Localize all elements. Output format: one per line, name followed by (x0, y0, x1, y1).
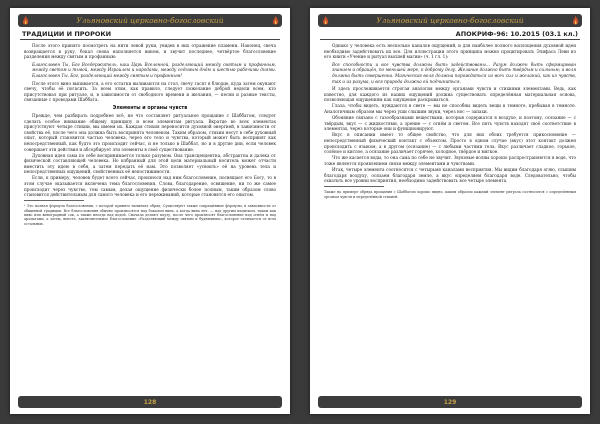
left-page-header (18, 14, 282, 27)
paragraph: Духовная идея сама по себе воспринимается только разумом. Она трансцендентна, абстрактна и далека от физической составляющей человека. Но избранный для этой цели материальный носитель может отчасти вместить эту идею в себя, а затем передать её нам. Это позволяет «усвоить» её на уровень тела и непосредственных ощущений, свойственных её непостижимости. (24, 152, 276, 175)
page-number: 128 (143, 398, 157, 406)
right-page-header (318, 14, 582, 27)
footnote-divider (24, 200, 84, 201)
flame-emblem-icon (268, 14, 282, 27)
paragraph: Если, к примеру, человек будет всего сейчас, произнося над ним благословение, посвящает его Богу, то в этом случае оказывается включена тема благословения. Слова, благодарение, освящение, ни то же самое происходит через чувство, тем самым, делая ощущение физически более полным, таким образом слово становится действительным для самого человека и его переживаний, которые становятся его опытом. (24, 175, 276, 198)
paragraph: Итак, четыре элемента соотносятся с четырьмя каналами восприятия. Мы видим благодаря огню, слышим благодаря воздуху, осязаем благодаря земле, а вкус определяем благодаря воде. Следовательно, чтобы охватить все уровни восприятия, необходимо задействовать все четыре элемента. (324, 166, 576, 184)
footnote: Также на примере обряда прощания с Шаббатом хорошо видно, каким образом каждый элемент ритуала соотносится с определённым органом чувств и определённой стихией. (324, 190, 576, 199)
right-page (310, 8, 590, 414)
left-page-section-title: ТРАДИЦИИ И ПРОРОКИ (22, 30, 112, 38)
right-page-section-title: АПОКРИФ-96: 10.2015 (03.1 кл.) (455, 30, 578, 38)
title-divider (20, 39, 280, 40)
paragraph: Вкус в описании имеет то общее свойство, что для них обоих требуется прикосновение — непосредственный физический контакт с объектом. Просто в одном случае (вкус) этот контакт должен происходить с языком, а в другом (осязание) — с любыми частями тела. Вкус различает сладкое, горькое, солёное и кислое, а осязание различает горячее, холодное, твёрдое и мягкое. (324, 132, 576, 155)
paragraph: Что же касается воды, то она сама по себе не звучит. Звуковые волны хорошо распространяются в воде, что тоже является проявлением связи между элементами и чувствами. (324, 155, 576, 166)
flame-emblem-icon (18, 14, 32, 27)
subheading: Элементы и органы чувств (112, 105, 188, 111)
paragraph: После этого принято посмотреть на нити левой руки, увидев в них отражение пламени. Наконец, свеча возвращается в руку, бокал снова наполняется вином, и звучит последнее, четвёртое благословение разделения между святым и профанным: (24, 43, 276, 60)
paragraph: Прежде, чем разбирать подробнее всё, не что составляет ритуальное прощание с Шаббатом, следует сделать особое внимание общему принципу и всем элементам ритуала. Вкратце во всех элементах присутствуют четыре стихии, мы имеем их. Каждая стихия переносится духовной энергией, в зависимости от свойства её, после чего она должна быть воспринята человеком. Таким образом, стихии несут в себе духовный опыт, который становится частью человека, через его тело и чувства, который может быть воспринят как непосредственный, как будто это происходит сейчас, и не только в Шаббат, но и в другие дни, если человек совершает эти действия и абсорбирует эти элементы в своё существование. (24, 112, 276, 152)
right-page-content (324, 43, 576, 390)
paragraph: Глаза, чтобы видеть, нуждаются в свете — мы не способны видеть вещи в темноте, пребывая в темноте. Аналогичным образом мы через уши слышим звуки, через нос — запахи. (324, 103, 576, 115)
paragraph: Обоняние связано с газообразными веществами, которые содержатся в воздухе, и поэтому, осязание — с твёрдым, вкус — с жидкостями, а зрение — с огнём и светом. Все пять чувств находят своё соответствие в элементах, через которые они и функционируют. (324, 115, 576, 132)
blockquote: Все способности и все чувства должны быть задействованы… Разум должен быть сформирован знанием и обращён, по меньшей мере, к доброму делу. Желание должно быть твёрдым и сильным; и воля должна быть совершенна. Магическая воля должна порождаться из всех сил и желаний, как из чувств, так и из разума, и вся природа должна ей подчиниться. (332, 61, 576, 84)
paragraph: Однако у человека есть несколько каналов ощущений, и для наиболее полного воплощения духовной идеи необходимо задействовать их все. Для иллюстрации этого принципа можно процитировать Элифаса Леви из его книги «Учение и ритуал высшей магии» (ч. 1 гл. 1): (324, 43, 576, 60)
footnote: ¹ Это полная формула благословения, с которой принято начинать обряд. Существуют также сокращённые формулы, в зависимости от общинной традиции. Все благословения обычно произносятся над бокалом вина, а когда вина нет, — над другим напитком, таким как пиво или виноградный сок, а также иногда над водой. Сначала делают паузу, после чего произносят благословение над огнём и над ароматами, а затем, вместе, заключительное благословение «Разделяющий между святым и будничным», которое отличается от всех остальных. (24, 204, 276, 226)
left-page (10, 8, 290, 414)
footnote-divider (324, 186, 384, 187)
flame-emblem-icon (318, 14, 332, 27)
paragraph: После этого вино выпивается, а его остатки выливаются на стол, свечу гасят в блюдце, куда затем окунают свечу, чтобы её погасить. За всем этим, как правило, следует пожелание доброй недели всем, кто присутствовал при ритуале, и, в зависимости от свободного времени и желания, — песни и разные тексты, связанные с проводами Шаббата. (24, 80, 276, 103)
title-divider (320, 39, 580, 40)
flame-emblem-icon (568, 14, 582, 27)
paragraph: И здесь прослеживается строгая аналогия между органами чувств и стихиями элементами. Ведь, как известно, для каждого из наших ощущений должна существовать определённая материальная основа, позволяющая ощущениям как ощущение раскрываться. (324, 86, 576, 103)
left-page-content (24, 43, 276, 390)
blockquote: Благословен Ты, Бог Вседержитель, наш Царь Вселенной, разделяющий между святым и профанным, между светом и тьмой, между Израилем и народами, между седьмым днём и шестью рабочими днями. Благословен Ты, Бог, разделяющий между святым и профанным! (32, 61, 276, 78)
right-page-header-title: Ульяновский церковно-богословский (376, 16, 524, 25)
left-page-header-title: Ульяновский церковно-богословский (76, 16, 224, 25)
right-page-footer (318, 396, 582, 408)
page-number: 129 (443, 398, 457, 406)
left-page-footer (18, 396, 282, 408)
